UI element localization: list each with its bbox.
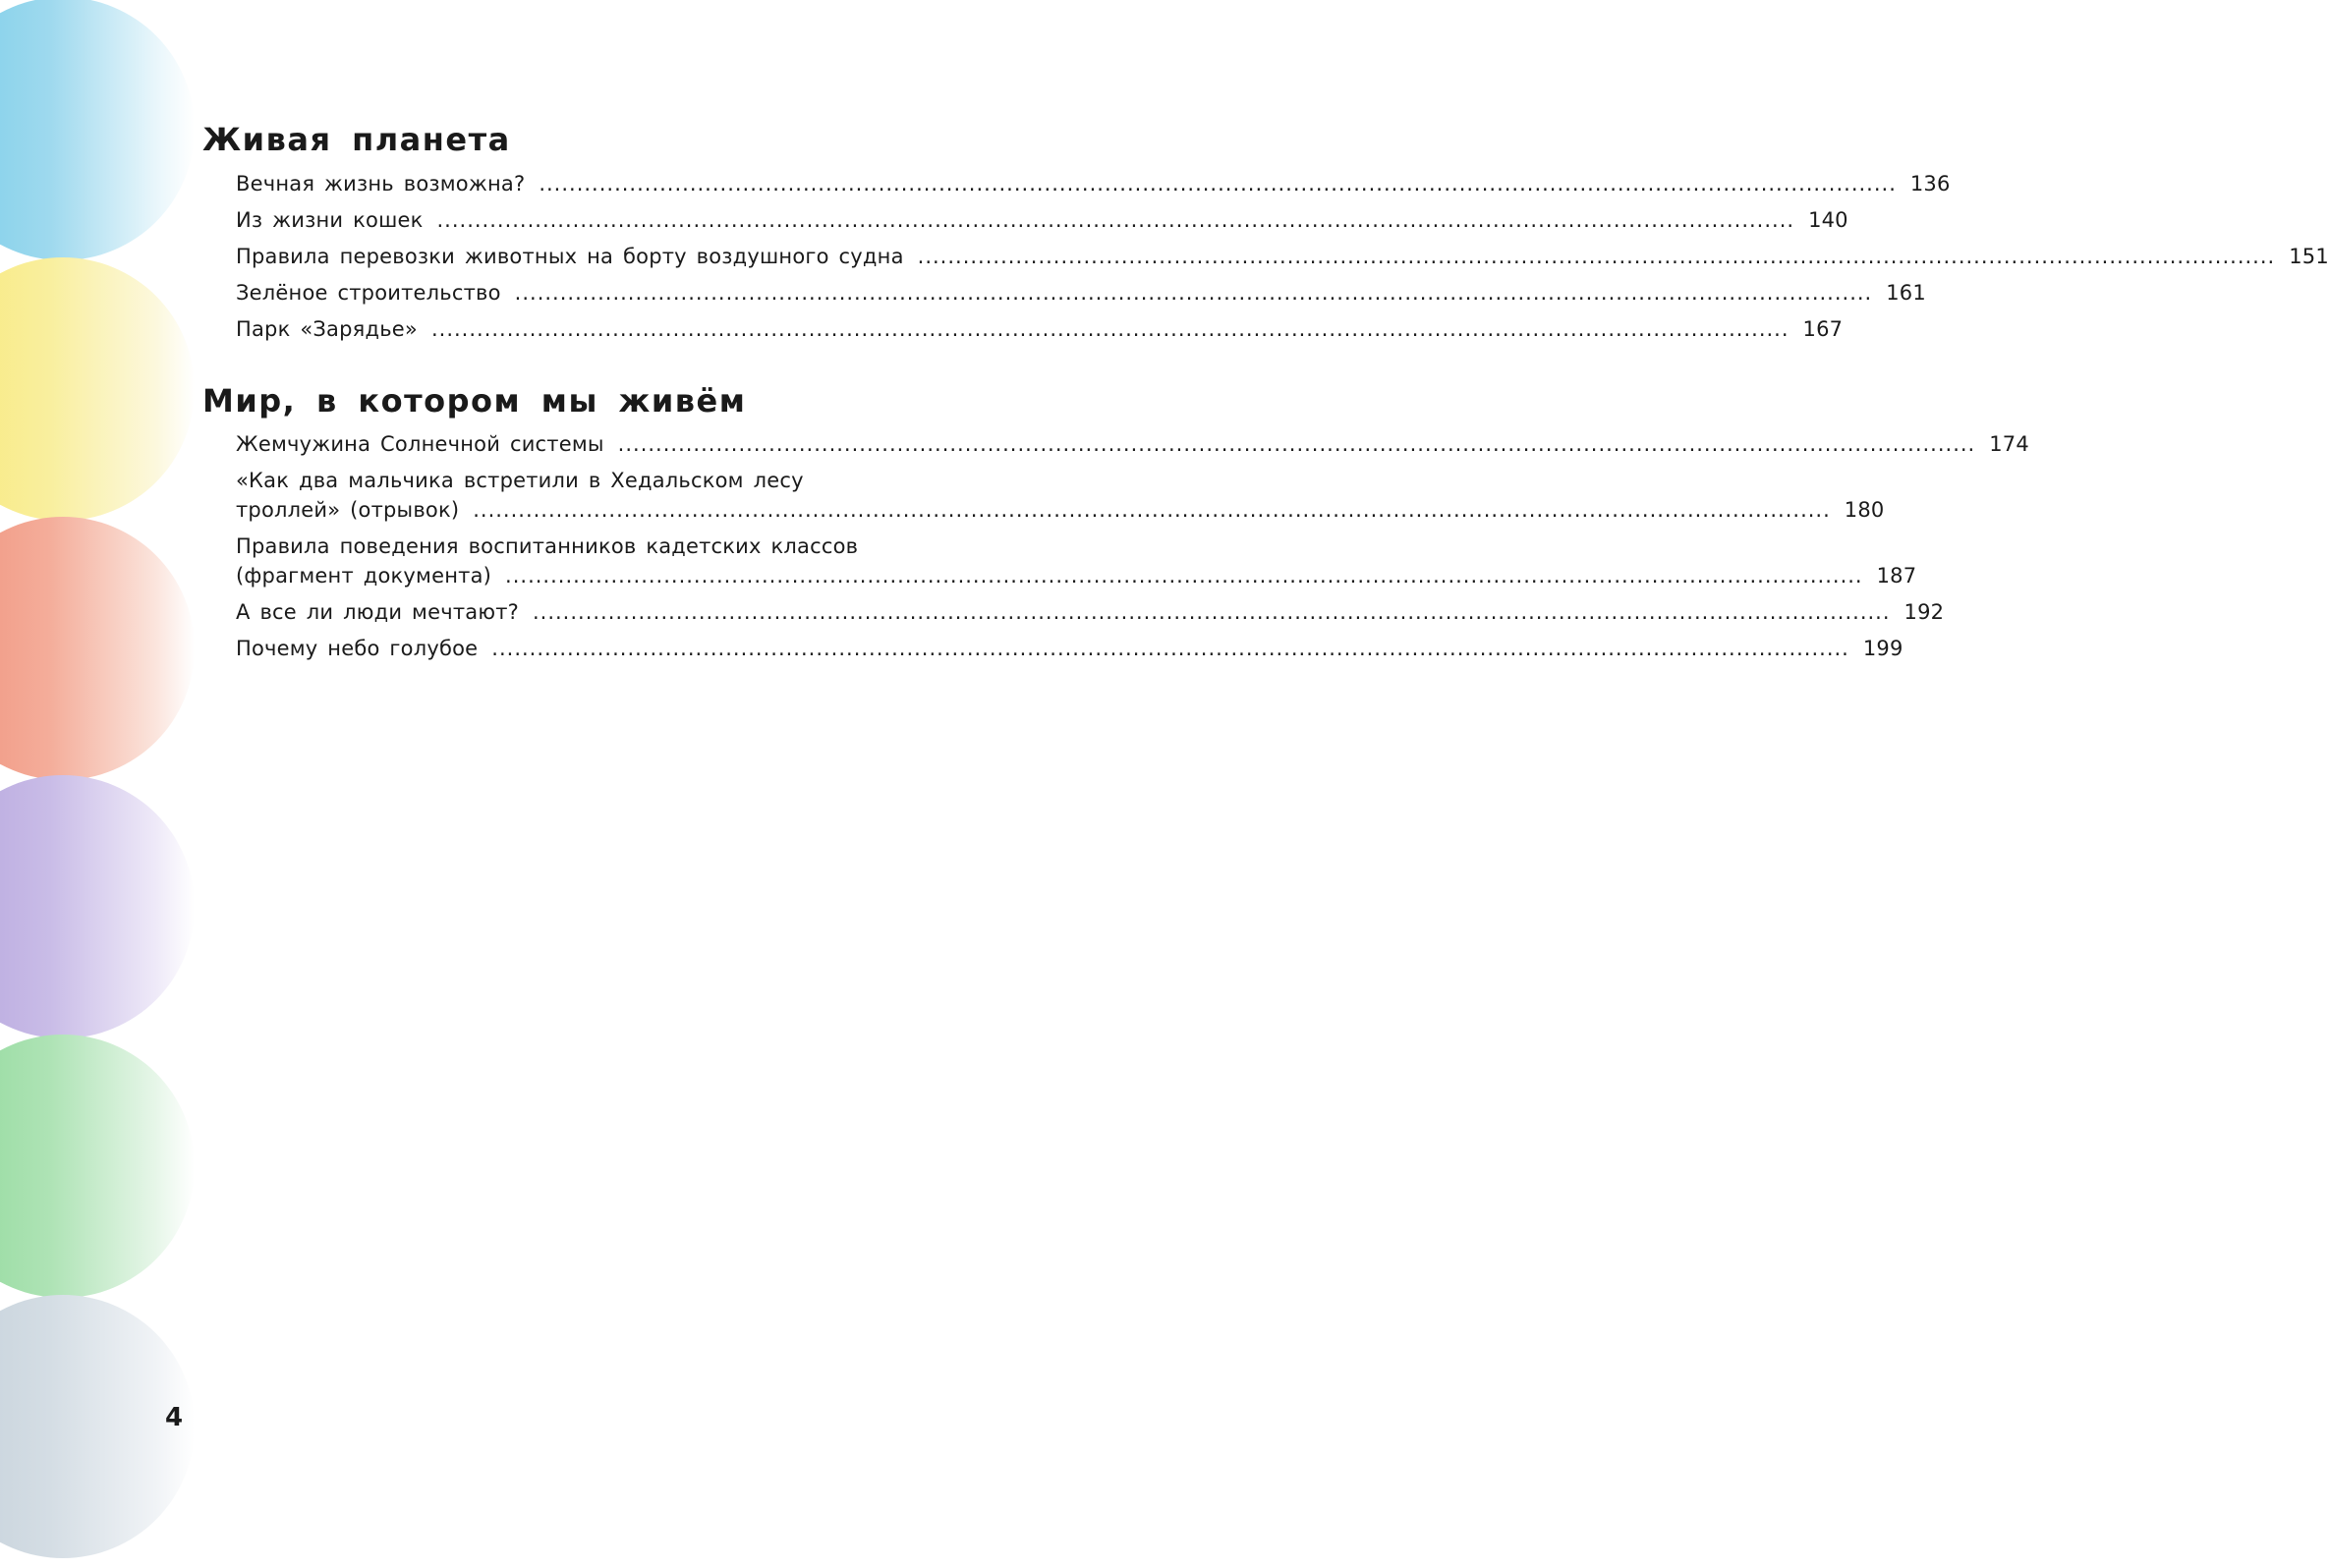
- dot-leader: ....................................................................................................................................................................................: [436, 208, 1795, 232]
- dot-leader: ....................................................................................................................................................................................: [505, 564, 1863, 588]
- dot-leader: ....................................................................................................................................................................................: [917, 245, 2276, 268]
- toc-entry-title: Зелёное строительство: [236, 281, 501, 305]
- toc-entry[interactable]: [236, 532, 1917, 590]
- decorative-circle-purple: [0, 775, 195, 1038]
- toc-entry[interactable]: [236, 242, 2329, 271]
- toc-entry-page: 136: [1909, 172, 1951, 196]
- dot-leader: ....................................................................................................................................................................................: [539, 172, 1897, 196]
- toc-entry-page: 192: [1903, 600, 1945, 624]
- toc-entry-page: 180: [1844, 498, 1885, 522]
- toc-entry-page: 199: [1862, 637, 1903, 660]
- dot-leader: ....................................................................................................................................................................................: [617, 432, 1976, 456]
- page-number: 4: [165, 1403, 184, 1432]
- toc-list: [236, 429, 2029, 670]
- toc-entry-title: Почему небо голубое: [236, 637, 479, 660]
- toc-entry-page: 161: [1886, 281, 1926, 305]
- decorative-circle-yellow: [0, 257, 195, 521]
- dot-leader: ....................................................................................................................................................................................: [514, 281, 1873, 305]
- toc-entry-title-line1: «Как два мальчика встретили в Хедальском лесу: [236, 469, 804, 492]
- decorative-circle-red: [0, 517, 195, 780]
- toc-entry-page: 174: [1989, 432, 2029, 456]
- toc-entry-page: 140: [1808, 208, 1848, 232]
- toc-entry-title: Из жизни кошек: [236, 208, 424, 232]
- section-title: Мир, в котором мы живём: [202, 382, 747, 420]
- dot-leader: ....................................................................................................................................................................................: [430, 317, 1789, 341]
- toc-list: [236, 169, 2329, 351]
- toc-entry[interactable]: [236, 634, 1903, 663]
- toc-entry[interactable]: [236, 314, 1844, 344]
- dot-leader: ....................................................................................................................................................................................: [473, 498, 1831, 522]
- decorative-circle-blue: [0, 0, 195, 260]
- toc-entry-title: Парк «Зарядье»: [236, 317, 418, 341]
- toc-entry-title: троллей» (отрывок): [236, 498, 460, 522]
- toc-entry[interactable]: [236, 466, 1885, 525]
- toc-entry-title: Вечная жизнь возможна?: [236, 172, 526, 196]
- section-title: Живая планета: [202, 121, 511, 158]
- toc-entry-title: (фрагмент документа): [236, 564, 492, 588]
- dot-leader: ....................................................................................................................................................................................: [491, 637, 1849, 660]
- toc-entry[interactable]: [236, 597, 1945, 627]
- toc-entry-title: Правила перевозки животных на борту воздушного судна: [236, 245, 904, 268]
- toc-entry-title: А все ли люди мечтают?: [236, 600, 519, 624]
- toc-entry[interactable]: [236, 278, 1926, 308]
- toc-entry-title-line1: Правила поведения воспитанников кадетских классов: [236, 534, 859, 558]
- toc-entry[interactable]: [236, 429, 2029, 459]
- toc-entry-title: Жемчужина Солнечной системы: [236, 432, 604, 456]
- toc-entry-page: 187: [1876, 564, 1917, 588]
- decorative-circle-green: [0, 1035, 195, 1298]
- toc-entry[interactable]: [236, 169, 1951, 198]
- toc-entry-page: 167: [1802, 317, 1844, 341]
- toc-entry-page: 151: [2289, 245, 2329, 268]
- dot-leader: ....................................................................................................................................................................................: [532, 600, 1891, 624]
- toc-entry[interactable]: [236, 205, 1848, 235]
